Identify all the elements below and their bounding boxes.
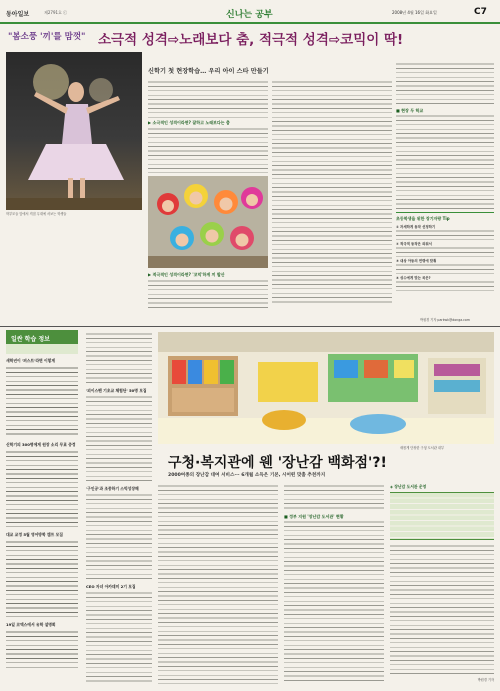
sidebar-item-4-body: [6, 630, 78, 670]
publication-date: 2008년 4월 16일 화요일: [392, 10, 437, 15]
mid-item-2-title: '구인공'과 조종하기 스빅성장해: [86, 486, 139, 491]
sidebar-item-3-title: 대교 교정 5월 영어방학 캠프 모집: [6, 532, 63, 537]
tip-box-title: 초등학생을 위한 장기자랑 Tip: [396, 216, 450, 221]
sidebar-item-2-body: [6, 450, 78, 528]
library-column-2b: [284, 520, 384, 684]
article-column-1b: [148, 127, 268, 173]
sidebar-item-1-body: [6, 366, 78, 438]
library-photo-caption: 새롭게 단장한 구청 도서관 내부: [400, 446, 445, 450]
mid-text-b: [86, 395, 152, 481]
dancer-photo: [6, 52, 142, 210]
library-table: [390, 492, 494, 540]
sidebar-list: [6, 358, 78, 670]
mid-text-a: [86, 332, 152, 384]
mid-item-1-title: '외이스펜 기초교 체험단' 50명 모집: [86, 388, 147, 393]
photo-caption: 학부모들 앞에서 직접 무대에 서보는 학생들: [6, 212, 67, 216]
mid-item-3-title: CEO 자녀 아카데미 2기 모집: [86, 584, 136, 589]
tip-item-4: ④ 성수에게 맞는 곡은?: [396, 276, 431, 280]
library-column-3: [390, 544, 494, 676]
library-column-1: [158, 484, 278, 684]
sidebar-item-2-title: 신학기의 300명에게 원장 소리 무료 증정: [6, 442, 76, 447]
library-table-title: ◈ 장난감 도서관 운영: [390, 484, 427, 489]
sidebar-item-4-title: 19일 코엑스에서 유학 설명회: [6, 622, 56, 627]
library-table-box: [390, 484, 494, 682]
section-divider: [0, 326, 500, 327]
mid-text-d: [86, 591, 152, 685]
library-headline: 구청·복지관에 웬 '장난감 백화점'?!: [168, 455, 387, 471]
library-column-2a: [284, 484, 384, 512]
article-column-1c: [148, 279, 268, 309]
tip-item-1: ① 자세하게 동작 선정하기: [396, 225, 436, 229]
article-subhead-2: ▶ 적극적인 성격이라면? '코믹'하게 끼 발산: [148, 272, 225, 277]
library-subheadline: 2000여종의 장난감 대여 서비스··· 6개월 소득은 기본, 시어떤 맞춤 추천까지: [168, 473, 326, 478]
headline-quote: "봄소풍 '끼'를 맘껏": [8, 32, 86, 42]
section-title: 신나는 공부: [226, 10, 273, 20]
headline-sub: 신학기 첫 현장학습… 우리 아이 스타 만들기: [148, 68, 269, 75]
sidebar-item-1-title: 새학년이 '퍼스트'라면 이렇게: [6, 358, 55, 363]
library-subhead: ■ 정부 지원 '장난감 도서관' 현황: [284, 514, 344, 519]
page-header: [0, 0, 500, 24]
tip-item-3: ③ 대상 아동의 연령에 맞춰: [396, 259, 437, 263]
right-column-subhead: ■ 현장 두 학교: [396, 108, 424, 113]
article-column-2: [272, 80, 392, 305]
sidebar-title: 일싼 학습 정보: [6, 330, 78, 344]
article-column-3a: [396, 62, 494, 107]
tip-box: [396, 212, 494, 317]
library-byline: 박원경 기자: [477, 678, 494, 682]
page-number: C7: [474, 7, 487, 17]
article-byline: 박원경 기자 parkwk@donga.com: [420, 318, 470, 322]
article-column-3b: [396, 114, 494, 209]
sidebar-item-3-body: [6, 540, 78, 618]
sidebar-band: [6, 344, 78, 354]
kids-costume-photo: [148, 176, 268, 268]
newspaper-name: 동아일보: [6, 11, 30, 18]
toy-library-photo: [158, 332, 494, 444]
mid-text-c: [86, 493, 152, 579]
issue-number: 제2791호 ⓒ: [44, 10, 68, 15]
article-subhead-1: ▶ 소극적인 성격이라면? 잘하고 노래보다는 춤: [148, 120, 230, 125]
tip-item-2: ② 적극적 동작은 외워서: [396, 242, 432, 246]
headline-main: 소극적 성격⇨노래보다 춤, 적극적 성격⇨코믹이 딱!: [98, 32, 404, 48]
article-column-1a: [148, 80, 268, 118]
